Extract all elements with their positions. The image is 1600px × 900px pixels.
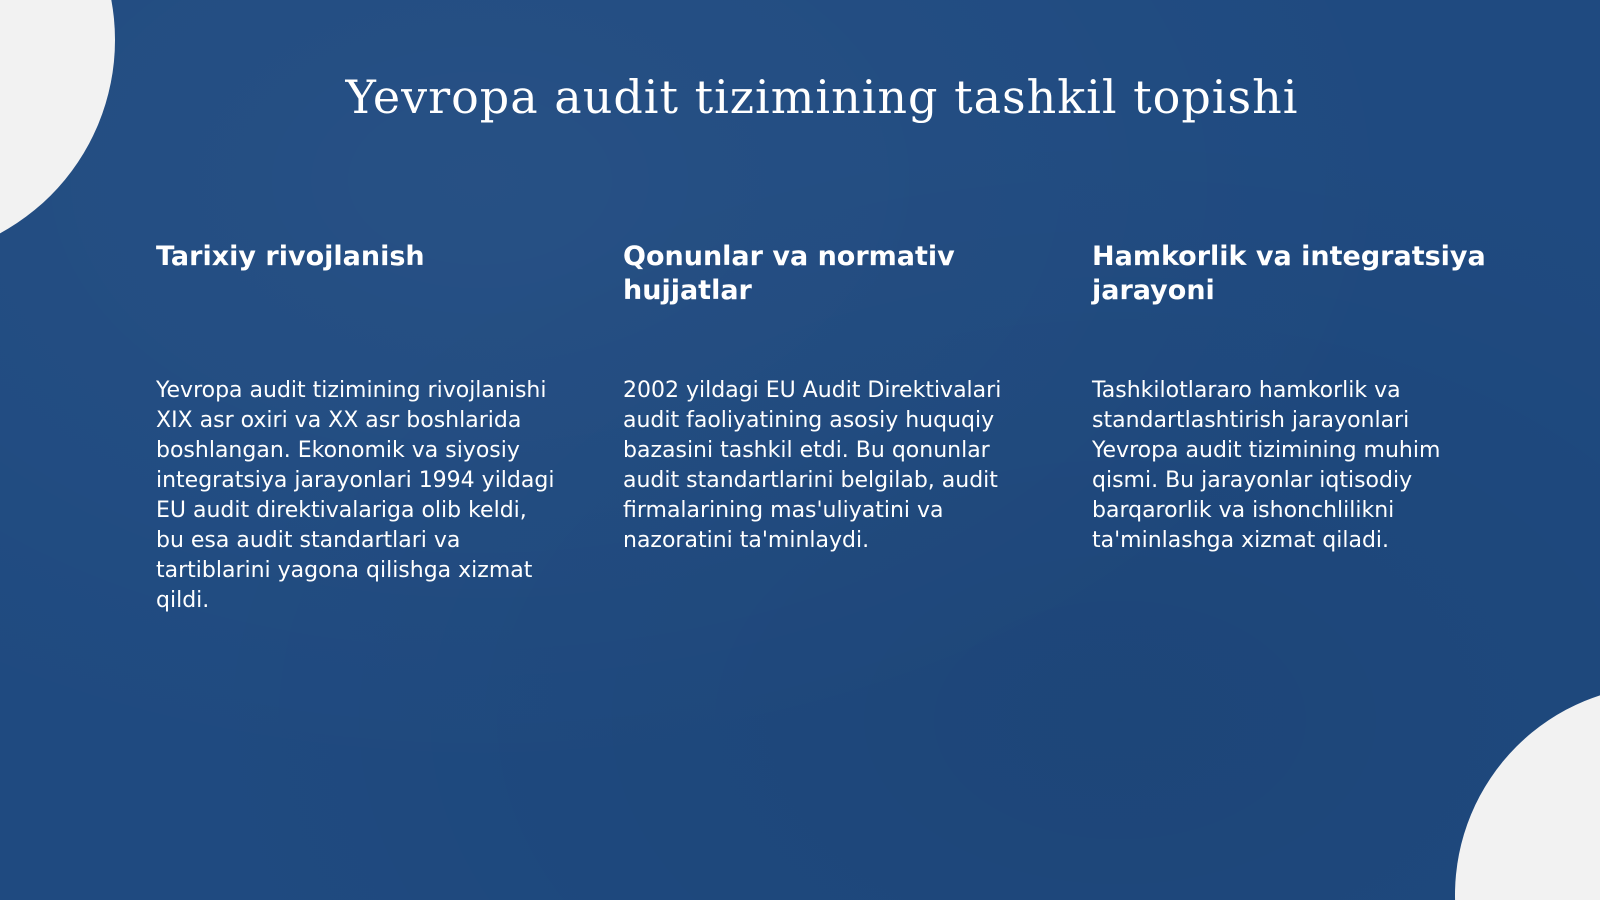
slide-title: Yevropa audit tizimining tashkil topishi (345, 70, 1299, 124)
column-laws-and-regulations (623, 240, 1023, 556)
column-text: Tashkilotlararo hamkorlik va standartlashtirish jarayonlari Yevropa audit tizimining muhim qismi. Bu jarayonlar iqtisodiy barqarorlik va ishonchlilikni ta'minlashga xizmat qiladi. (1092, 378, 1441, 553)
column-historical-development (156, 240, 556, 616)
column-text: Yevropa audit tizimining rivojlanishi XIX asr oxiri va XX asr boshlarida boshlangan. Ekonomik va siyosiy integratsiya jarayonlari 1994 yildagi EU audit direktivalariga olib keldi, bu esa audit standartlari va tartiblarini yagona qilishga xizmat qildi. (156, 378, 555, 613)
decorative-circle-bottom-right (1455, 685, 1600, 900)
column-text: 2002 yildagi EU Audit Direktivalari audit faoliyatining asosiy huquqiy bazasini tashkil etdi. Bu qonunlar audit standartlarini belgilab, audit firmalarining mas'uliyatini va nazoratini ta'minlaydi. (623, 378, 1002, 553)
column-heading: Hamkorlik va integratsiya jarayoni (1092, 241, 1486, 306)
column-heading: Qonunlar va normativ hujjatlar (623, 241, 955, 306)
decorative-circle-top-left (0, 0, 115, 260)
column-heading: Tarixiy rivojlanish (156, 241, 425, 272)
column-cooperation-and-integration (1092, 240, 1492, 556)
